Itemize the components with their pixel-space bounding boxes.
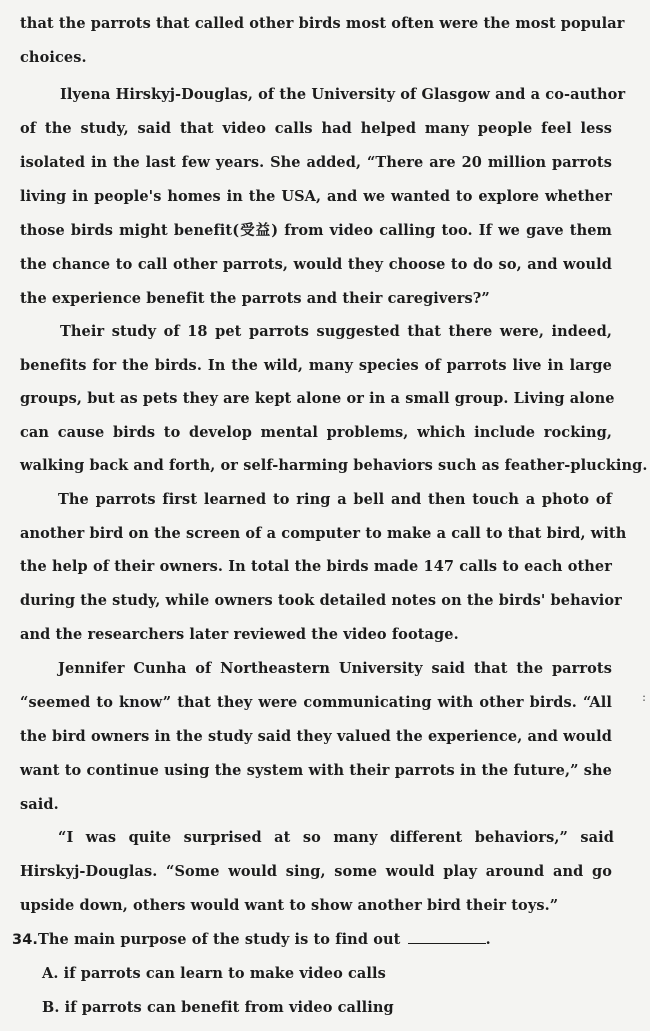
paragraph-first-line: Jennifer Cunha of Northeastern University said that the parrots (58, 660, 612, 677)
text-line: isolated in the last few years. She added, “There are 20 million parrots (20, 154, 612, 171)
text-line: the chance to call other parrots, would they choose to do so, and would (20, 256, 612, 273)
paragraph-first-line: The parrots first learned to ring a bell and then touch a photo of (58, 491, 612, 508)
text-line: the bird owners in the study said they valued the experience, and would (20, 728, 612, 745)
text-line: groups, but as pets they are kept alone or in a small group. Living alone (20, 390, 615, 407)
text-line: benefits for the birds. In the wild, many species of parrots live in large (20, 357, 612, 374)
answer-blank[interactable] (408, 931, 486, 944)
paragraph-first-line: Their study of 18 pet parrots suggested that there were, indeed, (60, 323, 612, 340)
paragraph-first-line: Ilyena Hirskyj-Douglas, of the University of Glasgow and a co-author (60, 86, 626, 103)
option-b[interactable]: B. if parrots can benefit from video calling (42, 999, 394, 1016)
question-text: The main purpose of the study is to find out (38, 931, 401, 948)
question-stem (12, 930, 612, 950)
text-line: walking back and forth, or self-harming behaviors such as feather-plucking. (20, 457, 648, 474)
text-line: the experience benefit the parrots and their caregivers?” (20, 290, 490, 307)
text-line: “seemed to know” that they were communicating with other birds. “All (20, 694, 612, 711)
text-line: those birds might benefit(受益) from video calling too. If we gave them (20, 222, 612, 239)
text-line: another bird on the screen of a computer to make a call to that bird, with (20, 525, 627, 542)
text-line: Hirskyj-Douglas. “Some would sing, some would play around and go (20, 863, 612, 880)
text-line: can cause birds to develop mental problems, which include rocking, (20, 424, 612, 441)
option-a[interactable]: A. if parrots can learn to make video calls (42, 965, 386, 982)
text-line: that the parrots that called other birds most often were the most popular (20, 15, 625, 32)
text-line: living in people's homes in the USA, and we wanted to explore whether (20, 188, 612, 205)
paragraph-first-line: “I was quite surprised at so many different behaviors,” said (58, 829, 614, 846)
text-line: of the study, said that video calls had helped many people feel less (20, 120, 612, 137)
text-line: during the study, while owners took detailed notes on the birds' behavior (20, 592, 622, 609)
text-line: want to continue using the system with their parrots in the future,” she (20, 762, 612, 779)
text-line: and the researchers later reviewed the video footage. (20, 626, 459, 643)
question-end: . (485, 931, 491, 948)
margin-mark: : (641, 690, 646, 704)
text-line: said. (20, 796, 59, 813)
text-line: the help of their owners. In total the birds made 147 calls to each other (20, 558, 612, 575)
question-number: 34. (12, 932, 38, 948)
text-line: choices. (20, 49, 87, 66)
text-line: upside down, others would want to show another bird their toys.” (20, 897, 559, 914)
